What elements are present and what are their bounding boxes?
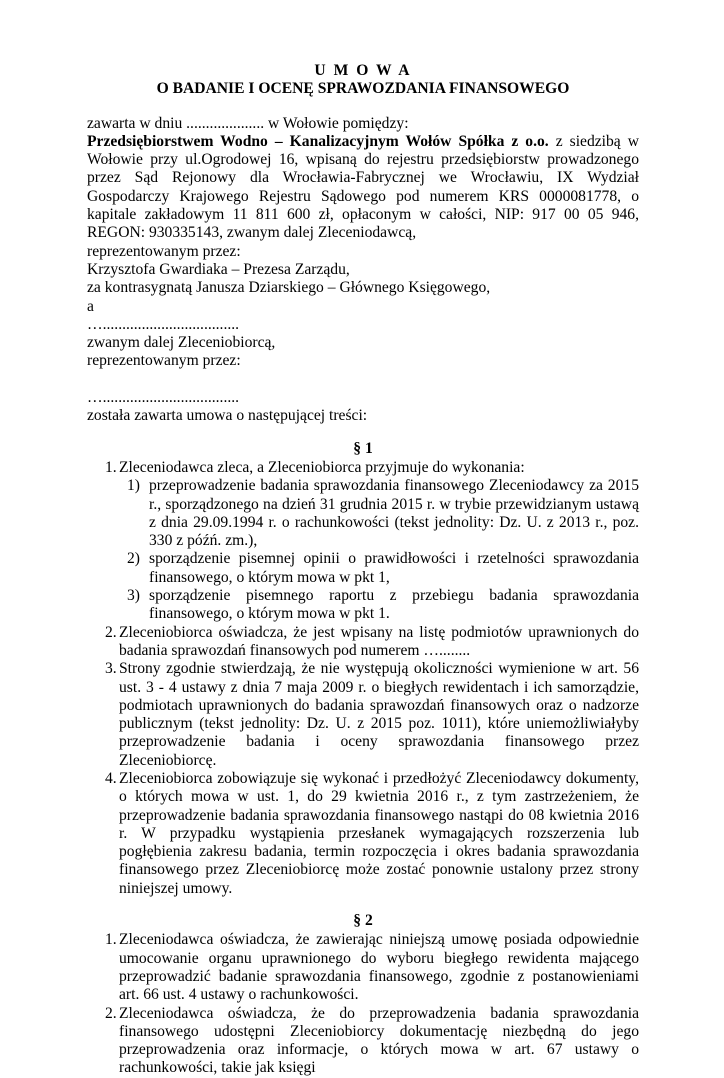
section-2-item-2: [105, 1005, 639, 1078]
subitem-text: sporządzenie pisemnej opinii o prawidłowości i rzetelności sprawozdania finansowego, o którym mowa w pkt 1,: [149, 550, 639, 586]
section-2-title: § 2: [353, 912, 373, 930]
item-text: Zleceniobiorca zobowiązuje się wykonać i przedłożyć Zleceniodawcy dokumenty, o których mowa w ust. 1, do 29 kwietnia 2016 r., z tym zastrzeżeniem, że przeprowadzenie badania sprawozdania finansowego nastąpi do 08 kwietnia 2016 r. W przypadku wystąpienia przesłanek wymagających rozszerzenia lub pogłębienia zakresu badania, termin rozpoczęcia i okres badania sprawozdania finansowego przez Zleceniobiorcę może zostać ponownie ustalony przez strony niniejszej umowy.: [119, 769, 639, 897]
representation-label-2: reprezentowanym przez:: [87, 352, 241, 370]
representative-2: za kontrasygnatą Janusza Dziarskiego – Głównego Księgowego,: [87, 279, 491, 297]
item-text: Zleceniobiorca oświadcza, że jest wpisany na listę podmiotów uprawnionych do badania sprawozdań finansowych pod numerem …........: [119, 623, 639, 659]
section-1-subitem-1: [127, 477, 639, 550]
document-subtitle: O BADANIE I OCENĘ SPRAWOZDANIA FINANSOWEGO: [156, 80, 570, 98]
representation-label: reprezentowanym przez:: [87, 242, 241, 260]
section-1-item-1: [105, 459, 639, 477]
section-1-title: § 1: [353, 439, 373, 457]
blank-line-empty: [87, 371, 639, 389]
intro-company: [87, 133, 639, 243]
representative-1: Krzysztofa Gwardiaka – Prezesa Zarządu,: [87, 260, 350, 278]
section-1-subitem-3: [127, 587, 639, 624]
subitem-number: 1): [127, 477, 140, 495]
intro-closing: została zawarta umowa o następującej treści:: [87, 407, 368, 425]
subitem-number: 3): [127, 587, 140, 605]
item-text: Strony zgodnie stwierdzają, że nie występują okoliczności wymienione w art. 56 ust. 3 - 4 ustawy z dnia 7 maja 2009 r. o biegłych rewidentach i ich samorządzie, podmiotach uprawnionych do badania sprawozdań finansowych oraz o nadzorze publicznym (tekst jednolity: Dz. U. z 2015 poz. 1011), które uniemożliwiałyby przeprowadzenie badania i oceny sprawozdania finansowego przez Zleceniobiorcę.: [119, 660, 639, 769]
company-name: Przedsiębiorstwem Wodno – Kanalizacyjnym Wołów Spółka z o.o.: [87, 132, 549, 150]
company-details: z siedzibą w Wołowie przy ul.Ogrodowej 16, wpisaną do rejestru przedsiębiorstw prowadzonego przez Sąd Rejonowy dla Wrocławia-Fabrycznej we Wrocławiu, IX Wydział Gospodarczy Krajowego Rejestru Sądowego pod numerem KRS 0000081778, o kapitale zakładowym 11 811 600 zł, opłaconym w całości, NIP: 917 00 05 946, REGON: 930335143, zwanym dalej Zleceniodawcą,: [87, 132, 639, 242]
conjunction-and: a: [87, 297, 94, 315]
contract-page: [87, 62, 639, 1078]
item-number: 4.: [105, 769, 117, 787]
contractor-label: zwanym dalej Zleceniobiorcą,: [87, 334, 276, 352]
subitem-number: 2): [127, 550, 140, 568]
item-number: 1.: [105, 931, 117, 949]
item-number: 2.: [105, 1004, 117, 1022]
item-text: Zleceniodawca oświadcza, że zawierając niniejszą umowę posiada odpowiednie umocowanie organu uprawnionego do wyboru biegłego rewidenta mającego przeprowadzić badanie sprawozdania finansowego, zgodnie z postanowieniami art. 66 ust. 4 ustawy o rachunkowości.: [119, 931, 639, 1004]
representative-blank: …...................................: [87, 389, 240, 407]
item-number: 3.: [105, 660, 117, 678]
item-text: Zleceniodawca oświadcza, że do przeprowadzenia badania sprawozdania finansowego udostępni Zleceniobiorcy dokumentację niezbędną do jego przeprowadzenia oraz informacje, o których mowa w art. 67 ustawy o rachunkowości, takie jak księgi: [119, 1004, 639, 1077]
section-1-item-2: [105, 624, 639, 661]
section-1-item-4: [105, 770, 639, 898]
subitem-text: przeprowadzenie badania sprawozdania finansowego Zleceniodawcy za 2015 r., sporządzonego na dzień 31 grudnia 2015 r. w trybie przewidzianym ustawą z dnia 29.09.1994 r. o rachunkowości (tekst jednolity: Dz. U. z 2013 r., poz. 330 z późń. zm.),: [149, 477, 639, 550]
section-2-item-1: [105, 931, 639, 1004]
item-text: Zleceniodawca zleca, a Zleceniobiorca przyjmuje do wykonania:: [119, 458, 525, 476]
item-number: 2.: [105, 623, 117, 641]
item-number: 1.: [105, 458, 117, 476]
contractor-blank: …...................................: [87, 315, 240, 333]
subitem-text: sporządzenie pisemnego raportu z przebiegu badania sprawozdania finansowego, o którym mowa w pkt 1.: [149, 587, 639, 623]
document-title: U M O W A: [314, 62, 412, 79]
intro-date-line: zawarta w dniu .................... w Wołowie pomiędzy:: [87, 114, 409, 132]
spacer: [87, 99, 639, 115]
section-1-subitem-2: [127, 550, 639, 587]
section-1-item-3: [105, 660, 639, 770]
